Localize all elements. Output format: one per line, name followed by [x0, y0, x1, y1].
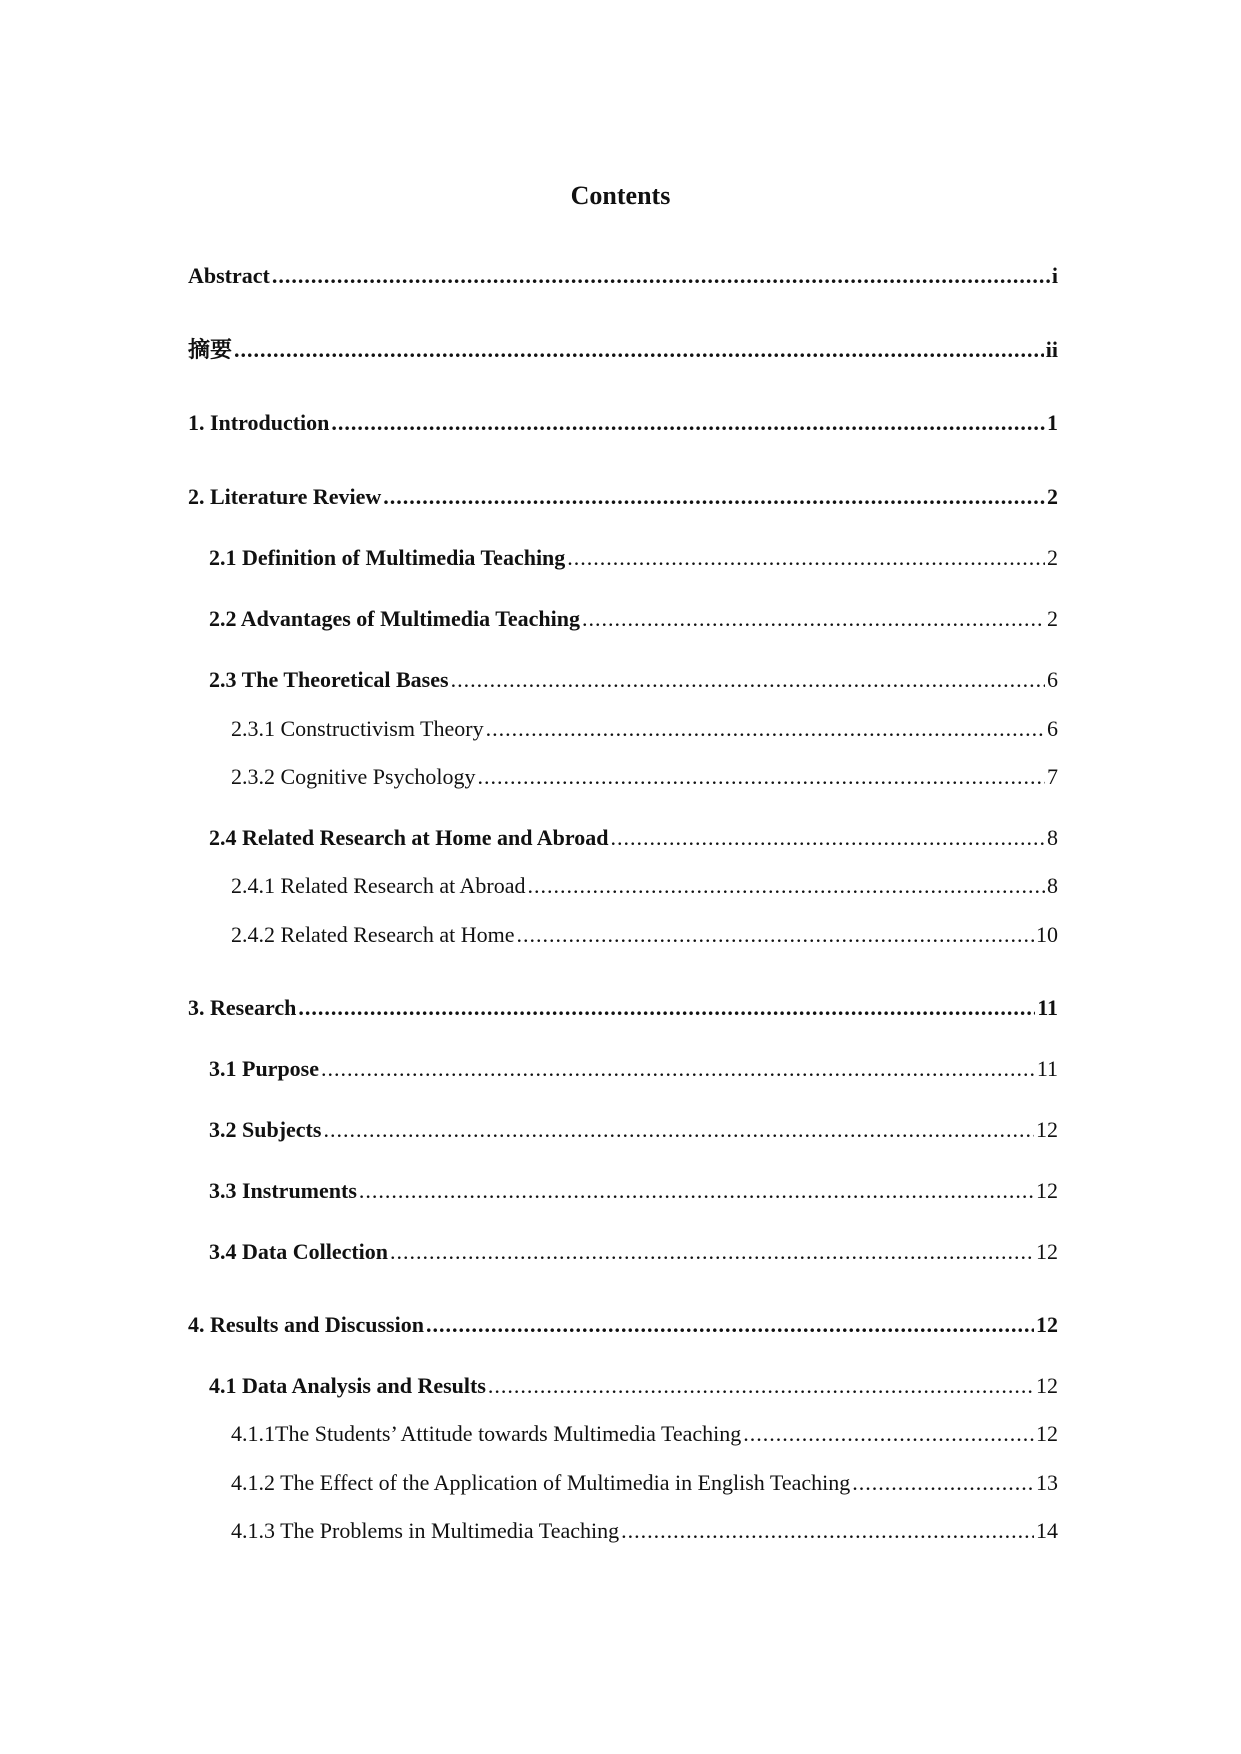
- toc-entry-label: 2.1 Definition of Multimedia Teaching: [209, 545, 566, 570]
- toc-entry-page: 14: [1036, 1518, 1058, 1543]
- toc-entry-page: 12: [1036, 1312, 1058, 1337]
- dot-leader: [390, 1236, 1034, 1268]
- dot-leader: [582, 603, 1045, 635]
- dot-leader: [359, 1175, 1034, 1207]
- toc-entry-2-4[interactable]: [209, 822, 1058, 854]
- toc-entry-page: 1: [1047, 410, 1058, 435]
- toc-entry-2-2[interactable]: [209, 603, 1058, 635]
- toc-entry-page: 12: [1036, 1117, 1058, 1142]
- dot-leader: [383, 481, 1045, 513]
- toc-entry-page: 10: [1036, 922, 1058, 947]
- toc-entry-page: 13: [1036, 1470, 1058, 1495]
- toc-entry-page: 11: [1037, 995, 1058, 1020]
- dot-leader: [527, 870, 1045, 902]
- toc-entry-page: 12: [1036, 1373, 1058, 1398]
- dot-leader: [488, 1370, 1034, 1402]
- toc-entry-label: 摘要: [188, 337, 233, 362]
- toc-entry-4-1[interactable]: [209, 1370, 1058, 1402]
- dot-leader: [610, 822, 1045, 854]
- toc-entry-page: 7: [1047, 764, 1058, 789]
- toc-entry-4-1-3[interactable]: [231, 1515, 1058, 1547]
- dot-leader: [234, 334, 1044, 366]
- toc-entry-results-discussion[interactable]: [188, 1309, 1058, 1341]
- toc-entry-label: 2.4.2 Related Research at Home: [231, 922, 515, 947]
- toc-entry-page: 6: [1047, 667, 1058, 692]
- dot-leader: [451, 664, 1045, 696]
- toc-entry-label: Abstract: [188, 263, 270, 288]
- toc-entry-research[interactable]: [188, 992, 1058, 1024]
- dot-leader: [426, 1309, 1034, 1341]
- toc-entry-page: 2: [1047, 545, 1058, 570]
- toc-entry-label: 4.1.3 The Problems in Multimedia Teaching: [231, 1518, 620, 1543]
- toc-entry-label: 3.2 Subjects: [209, 1117, 322, 1142]
- toc-entry-page: 12: [1036, 1239, 1058, 1264]
- toc-entry-page: 8: [1047, 825, 1058, 850]
- toc-entry-label: 3.3 Instruments: [209, 1178, 357, 1203]
- toc-entry-3-4[interactable]: [209, 1236, 1058, 1268]
- toc-entry-page: ii: [1045, 337, 1058, 362]
- dot-leader: [298, 992, 1035, 1024]
- toc-entry-label: 2.3.2 Cognitive Psychology: [231, 764, 476, 789]
- toc-entry-label: 4.1 Data Analysis and Results: [209, 1373, 486, 1398]
- dot-leader: [272, 260, 1050, 292]
- toc-entry-page: 2: [1047, 606, 1058, 631]
- toc-entry-2-3-1[interactable]: [231, 713, 1058, 745]
- dot-leader: [486, 713, 1045, 745]
- toc-entry-chinese-abstract[interactable]: [188, 334, 1058, 366]
- toc-entry-page: 11: [1036, 1056, 1058, 1081]
- toc-entry-2-4-2[interactable]: [231, 919, 1058, 951]
- toc-entry-label: 2. Literature Review: [188, 484, 382, 509]
- toc-entry-3-2[interactable]: [209, 1114, 1058, 1146]
- toc-entry-page: 6: [1047, 716, 1058, 741]
- toc-entry-2-1[interactable]: [209, 542, 1058, 574]
- toc-entry-page: 12: [1036, 1421, 1058, 1446]
- toc-entry-literature-review[interactable]: [188, 481, 1058, 513]
- toc-entry-2-3-2[interactable]: [231, 761, 1058, 793]
- toc-entry-label: 2.4.1 Related Research at Abroad: [231, 873, 526, 898]
- dot-leader: [621, 1515, 1034, 1547]
- toc-entry-page: 8: [1047, 873, 1058, 898]
- toc-entry-label: 3.1 Purpose: [209, 1056, 319, 1081]
- toc-entry-label: 3. Research: [188, 995, 297, 1020]
- toc-entry-3-1[interactable]: [209, 1053, 1058, 1085]
- dot-leader: [852, 1467, 1034, 1499]
- toc-entry-label: 2.3 The Theoretical Bases: [209, 667, 449, 692]
- dot-leader: [516, 919, 1034, 951]
- toc-entry-4-1-1[interactable]: [231, 1418, 1058, 1450]
- toc-entry-2-3[interactable]: [209, 664, 1058, 696]
- dot-leader: [743, 1418, 1034, 1450]
- toc-entry-2-4-1[interactable]: [231, 870, 1058, 902]
- toc-entry-page: 12: [1036, 1178, 1058, 1203]
- toc-entry-label: 2.2 Advantages of Multimedia Teaching: [209, 606, 580, 631]
- dot-leader: [321, 1053, 1035, 1085]
- toc-entry-page: i: [1051, 263, 1058, 288]
- toc-entry-label: 1. Introduction: [188, 410, 330, 435]
- toc-entry-label: 4. Results and Discussion: [188, 1312, 424, 1337]
- toc-entry-label: 2.3.1 Constructivism Theory: [231, 716, 484, 741]
- toc-entry-label: 4.1.1The Students’ Attitude towards Multimedia Teaching: [231, 1421, 742, 1446]
- toc-entry-label: 3.4 Data Collection: [209, 1239, 389, 1264]
- dot-leader: [323, 1114, 1034, 1146]
- toc-entry-introduction[interactable]: [188, 407, 1058, 439]
- toc-entry-abstract[interactable]: [188, 260, 1058, 292]
- dot-leader: [567, 542, 1045, 574]
- page-title: Contents: [570, 181, 671, 210]
- toc-entry-label: 4.1.2 The Effect of the Application of Multimedia in English Teaching: [231, 1470, 851, 1495]
- toc-entry-3-3[interactable]: [209, 1175, 1058, 1207]
- toc-entry-label: 2.4 Related Research at Home and Abroad: [209, 825, 609, 850]
- dot-leader: [477, 761, 1045, 793]
- toc-entry-page: 2: [1047, 484, 1058, 509]
- dot-leader: [331, 407, 1045, 439]
- toc-entry-4-1-2[interactable]: [231, 1467, 1058, 1499]
